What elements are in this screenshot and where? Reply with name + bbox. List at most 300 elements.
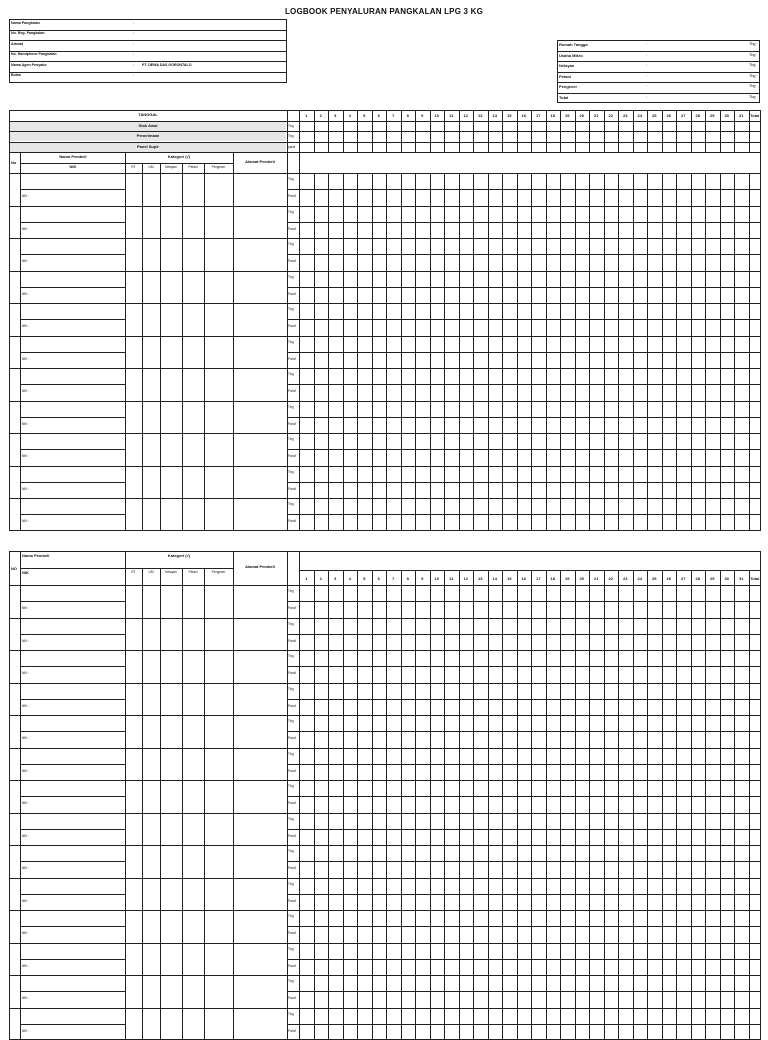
day-number: 9 xyxy=(421,576,424,581)
kategori-column-line xyxy=(160,163,161,531)
day-column-line xyxy=(647,570,648,1040)
info-label: Nama Agen Penyalur xyxy=(11,62,47,67)
info-row-line xyxy=(557,51,760,52)
day-column-line xyxy=(546,570,547,1040)
tbg-label: Tbg xyxy=(288,589,294,593)
day-number: 3 xyxy=(334,112,337,118)
day-number: 17 xyxy=(536,576,541,581)
day-number: 31 xyxy=(739,576,744,581)
nama-nik-row-line xyxy=(20,417,125,418)
day-number: 14 xyxy=(492,112,497,118)
day-number: 28 xyxy=(695,112,700,118)
tbg-paraf-row-line xyxy=(287,514,761,515)
nik-header: NIK xyxy=(69,164,77,169)
day-number: 28 xyxy=(695,576,700,581)
day-column-line xyxy=(531,570,532,1040)
day-number: 7 xyxy=(392,112,395,118)
nama-nik-row-line xyxy=(20,991,125,992)
day-number: 13 xyxy=(478,112,483,118)
buyer-row-line xyxy=(9,336,761,337)
nama-nik-row-line xyxy=(20,699,125,700)
category-unit: Tbg xyxy=(749,52,756,57)
buyer-row-line xyxy=(9,498,761,499)
category-label: Total xyxy=(559,94,569,100)
header-bottom-line xyxy=(9,173,761,174)
nik-label: NIK : xyxy=(22,454,30,458)
kategori-column-line xyxy=(182,163,183,531)
nik-label: NIK : xyxy=(22,421,30,426)
tbg-paraf-row-line xyxy=(287,731,761,732)
info-sep: : xyxy=(133,52,135,57)
day-number: 12 xyxy=(463,576,468,581)
day-number: 11 xyxy=(449,576,454,581)
day-number: 5 xyxy=(363,112,366,118)
nik-label: NIK : xyxy=(22,389,30,393)
kategori-column-line xyxy=(204,163,205,531)
nama-nik-row-line xyxy=(20,829,125,830)
day-number: 1 xyxy=(305,576,308,581)
tbg-label: Tbg xyxy=(288,469,294,474)
day-number: 29 xyxy=(710,576,715,581)
day-number: 27 xyxy=(681,112,686,118)
category-sep: : xyxy=(646,94,648,99)
nik-label: NIK : xyxy=(22,606,30,610)
day-number: 18 xyxy=(550,576,555,581)
alamat-start-line xyxy=(233,152,234,531)
buyer-row-line xyxy=(9,845,761,846)
paraf-label: Paraf xyxy=(288,486,296,491)
buyer-row-line xyxy=(9,715,761,716)
nik-label: NIK : xyxy=(22,931,30,935)
day-number: 6 xyxy=(377,576,380,581)
info-row-line xyxy=(9,40,287,41)
day-number: 8 xyxy=(406,112,409,118)
kategori-subheader: RT xyxy=(131,570,136,574)
day-column-line xyxy=(560,570,561,1040)
buyer-row-line xyxy=(9,748,761,749)
day-number: 15 xyxy=(507,112,512,118)
paraf-label: Paraf xyxy=(288,931,296,935)
day-header-line xyxy=(299,570,761,571)
day-number: 11 xyxy=(449,112,454,118)
kategori-subheader: Nelayan xyxy=(165,164,177,169)
nama-nik-row-line xyxy=(20,959,125,960)
nama-nik-row-line xyxy=(20,287,125,288)
day-column-line xyxy=(488,570,489,1040)
nama-nik-row-line xyxy=(20,666,125,667)
nik-label: NIK : xyxy=(22,519,30,523)
category-unit: Tbg xyxy=(749,63,756,67)
nama-nik-row-line xyxy=(20,319,125,320)
tbg-label: Tbg xyxy=(288,751,294,756)
kategori-column-line xyxy=(204,568,205,1040)
category-label: Nelayan xyxy=(559,63,575,68)
paraf-label: Paraf xyxy=(288,226,296,231)
nama-nik-row-line xyxy=(20,764,125,765)
nama-nik-row-line xyxy=(20,796,125,797)
paraf-label: Paraf xyxy=(288,1028,296,1033)
kategori-subheader: Pengecer xyxy=(211,570,226,574)
day-number: 8 xyxy=(406,576,409,581)
nama-nik-row-line xyxy=(20,449,125,450)
day-column-line xyxy=(372,570,373,1040)
day-number: 23 xyxy=(623,112,628,118)
nik-label: NIK : xyxy=(22,356,30,361)
day-number: 10 xyxy=(434,576,439,581)
tbg-label: Tbg xyxy=(288,372,294,376)
tbg-paraf-row-line xyxy=(287,894,761,895)
info-row-line xyxy=(9,30,287,31)
buyer-row-line xyxy=(9,466,761,467)
day-number: 21 xyxy=(594,576,599,581)
info-label: No. Handphone Pangkalan xyxy=(11,52,57,57)
day-number: 16 xyxy=(521,576,526,581)
day-column-line xyxy=(444,570,445,1040)
day-number: 22 xyxy=(608,576,613,581)
kategori-start-line xyxy=(125,551,126,1040)
buyer-row-line xyxy=(9,271,761,272)
day-column-line xyxy=(691,570,692,1040)
kategori-subheader: RT xyxy=(131,164,136,169)
tbg-paraf-row-line xyxy=(287,189,761,190)
day-number: 26 xyxy=(666,576,671,581)
nama-header: Nama Pembeli xyxy=(22,553,50,558)
alamat-start-line xyxy=(233,551,234,1040)
day-column-line xyxy=(720,570,721,1040)
day-number: 25 xyxy=(652,112,657,118)
category-sep: : xyxy=(646,84,648,88)
day-number: 21 xyxy=(594,112,599,118)
nik-label: NIK : xyxy=(22,736,30,740)
tbg-label: Tbg xyxy=(288,816,294,821)
nik-label: NIK : xyxy=(22,833,30,838)
tbg-label: Tbg xyxy=(288,242,294,246)
nik-label: NIK : xyxy=(22,194,30,198)
buyer-row-line xyxy=(9,813,761,814)
tbg-paraf-row-line xyxy=(287,254,761,255)
nama-nik-row-line xyxy=(20,352,125,353)
total-header: Total xyxy=(750,112,760,118)
tbg-label: Tbg xyxy=(288,502,294,506)
day-number: 2 xyxy=(319,112,322,118)
info-row-line xyxy=(557,82,760,83)
buyer-row-line xyxy=(9,618,761,619)
tbg-paraf-row-line xyxy=(287,926,761,927)
day-number: 13 xyxy=(478,576,483,581)
day-column-line xyxy=(734,570,735,1040)
tbg-label: Tbg xyxy=(288,1011,294,1016)
kategori-subheader: UM xyxy=(148,164,154,169)
day-number: 18 xyxy=(550,112,555,118)
day-number: 27 xyxy=(681,576,686,581)
nik-label: NIK : xyxy=(22,671,30,675)
info-row-line xyxy=(9,72,287,73)
buyer-row-line xyxy=(9,401,761,402)
summary-row-line xyxy=(9,131,761,132)
tbg-paraf-row-line xyxy=(287,666,761,667)
nik-header: NIK xyxy=(22,569,29,575)
kategori-column-line xyxy=(142,163,143,531)
day-number: 24 xyxy=(637,112,642,118)
buyer-row-line xyxy=(9,910,761,911)
day-number: 22 xyxy=(608,112,613,118)
day-number: 7 xyxy=(392,576,395,581)
paraf-label: Paraf xyxy=(288,389,296,393)
buyer-row-line xyxy=(9,238,761,239)
tbg-paraf-row-line xyxy=(287,634,761,635)
day-number: 20 xyxy=(579,576,584,581)
nik-label: NIK : xyxy=(22,226,30,231)
buyer-row-line xyxy=(9,780,761,781)
category-label: Pengecer xyxy=(559,84,578,89)
nama-nik-row-line xyxy=(20,384,125,385)
day-column-line xyxy=(357,570,358,1040)
buyer-row-line xyxy=(9,1008,761,1009)
paraf-label: Paraf xyxy=(288,638,296,643)
kategori-subheader: UM xyxy=(148,570,154,574)
tbg-paraf-row-line xyxy=(287,764,761,765)
day-number: 9 xyxy=(421,112,424,118)
day-column-line xyxy=(502,570,503,1040)
day-number: 30 xyxy=(724,112,729,118)
kategori-header: Kategori (√) xyxy=(167,154,191,159)
kategori-subheader: Pengecer xyxy=(211,164,226,169)
category-unit: Tbg xyxy=(749,42,756,46)
info-value: PT. DEWA DAS GORONTALO xyxy=(142,62,192,67)
tbg-label: Tbg xyxy=(288,339,294,344)
day-column-line xyxy=(459,570,460,1040)
nama-nik-row-line xyxy=(20,482,125,483)
paraf-label: Paraf xyxy=(288,291,296,296)
no-header: No xyxy=(11,160,17,165)
info-label: No. Reg. Pangkalan xyxy=(11,31,45,36)
day-column-line xyxy=(633,570,634,1040)
tbg-paraf-row-line xyxy=(287,287,761,288)
category-unit: Tbg xyxy=(749,84,756,88)
nik-label: NIK : xyxy=(22,801,30,805)
category-sep: : xyxy=(646,73,648,78)
tbg-paraf-row-line xyxy=(287,384,761,385)
nik-label: NIK : xyxy=(22,324,30,328)
day-column-line xyxy=(589,570,590,1040)
tbg-paraf-row-line xyxy=(287,861,761,862)
info-sep: : xyxy=(133,41,135,46)
tbg-paraf-row-line xyxy=(287,222,761,223)
paraf-label: Paraf xyxy=(288,421,296,426)
info-sep: : xyxy=(133,62,135,67)
paraf-label: Paraf xyxy=(288,606,296,610)
tbg-label: Tbg xyxy=(288,177,294,181)
summary-unit: Tbg xyxy=(288,134,294,138)
paraf-label: Paraf xyxy=(288,194,296,198)
kategori-subheader: Nelayan xyxy=(165,570,177,574)
summary-label: Panel Supir xyxy=(136,143,159,149)
kategori-header: Kategori (√) xyxy=(167,553,191,558)
info-sep: : xyxy=(133,73,135,77)
info-label: Bulan xyxy=(11,73,21,77)
tbg-label: Tbg xyxy=(288,914,294,918)
nama-nik-row-line xyxy=(20,731,125,732)
tbg-label: Tbg xyxy=(288,719,294,723)
nik-label: NIK : xyxy=(22,259,30,263)
info-row-line xyxy=(557,61,760,62)
paraf-label: Paraf xyxy=(288,671,296,675)
day-number: 6 xyxy=(377,112,380,118)
tbg-label: Tbg xyxy=(288,654,294,658)
summary-unit: Tbg xyxy=(288,123,294,128)
nik-label: NIK : xyxy=(22,638,30,643)
kategori-column-line xyxy=(182,568,183,1040)
nama-nik-row-line xyxy=(20,926,125,927)
paraf-label: Paraf xyxy=(288,801,296,805)
day-number: 4 xyxy=(348,576,351,581)
nik-label: NIK : xyxy=(22,996,30,1000)
nik-label: NIK : xyxy=(22,1028,30,1033)
day-number: 1 xyxy=(305,112,308,118)
tbg-label: Tbg xyxy=(288,437,294,441)
nama-nik-row-line xyxy=(20,514,125,515)
day-number: 14 xyxy=(492,576,497,581)
tbg-paraf-row-line xyxy=(287,449,761,450)
tbg-paraf-row-line xyxy=(287,601,761,602)
tbg-label: Tbg xyxy=(288,274,294,279)
day-column-line xyxy=(575,570,576,1040)
tbg-label: Tbg xyxy=(288,849,294,853)
nama-nik-row-line xyxy=(20,222,125,223)
day-number: 17 xyxy=(536,112,541,118)
tbg-label: Tbg xyxy=(288,946,294,951)
nik-label: NIK : xyxy=(22,486,30,491)
day-number: 19 xyxy=(565,112,570,118)
day-number: 12 xyxy=(463,112,468,118)
paraf-label: Paraf xyxy=(288,703,296,708)
day-number: 20 xyxy=(579,112,584,118)
day-column-line xyxy=(401,570,402,1040)
category-label: Petani xyxy=(559,73,572,79)
nama-nik-row-line xyxy=(20,861,125,862)
paraf-label: Paraf xyxy=(288,356,296,361)
paraf-label: Paraf xyxy=(288,519,296,523)
buyer-row-line xyxy=(9,650,761,651)
day-column-line xyxy=(430,570,431,1040)
summary-label: Stok Awal xyxy=(138,122,158,128)
day-column-line xyxy=(386,570,387,1040)
day-column-line xyxy=(662,570,663,1040)
total-header: Total xyxy=(750,576,760,581)
category-label: Usaha Mikro xyxy=(559,52,583,58)
nama-header: Nama Pembeli xyxy=(59,154,87,159)
page-title: LOGBOOK PENYALURAN PANGKALAN LPG 3 KG xyxy=(284,7,484,16)
day-number: 3 xyxy=(334,576,337,581)
day-number: 4 xyxy=(348,112,351,118)
category-sep: : xyxy=(646,42,648,46)
no-column-line xyxy=(20,152,21,531)
category-sep: : xyxy=(646,63,648,67)
tbg-label: Tbg xyxy=(288,404,294,409)
kategori-start-line xyxy=(125,152,126,531)
nama-nik-row-line xyxy=(20,601,125,602)
paraf-label: Paraf xyxy=(288,736,296,740)
day-column-line xyxy=(314,570,315,1040)
summary-row-line xyxy=(9,142,761,143)
alamat-header: Alamat Pembeli xyxy=(245,158,275,164)
day-number: 16 xyxy=(521,112,526,118)
info-row-line xyxy=(557,93,760,94)
days-start-line xyxy=(299,152,300,531)
nik-label: NIK : xyxy=(22,291,30,296)
day-column-line xyxy=(415,570,416,1040)
day-column-line xyxy=(618,570,619,1040)
tbg-paraf-row-line xyxy=(287,796,761,797)
day-column-line xyxy=(343,570,344,1040)
info-row-line xyxy=(557,72,760,73)
tbg-paraf-row-line xyxy=(287,319,761,320)
paraf-label: Paraf xyxy=(288,833,296,838)
nik-label: NIK : xyxy=(22,898,30,903)
buyer-row-line xyxy=(9,975,761,976)
kategori-column-line xyxy=(160,568,161,1040)
tbg-paraf-row-line xyxy=(287,352,761,353)
category-unit: Tbg xyxy=(749,73,756,78)
day-number: 25 xyxy=(652,576,657,581)
paraf-label: Paraf xyxy=(288,963,296,968)
day-column-line xyxy=(517,570,518,1040)
category-unit: Tbg xyxy=(749,94,756,99)
buyer-row-line xyxy=(9,303,761,304)
day-number: 29 xyxy=(710,112,715,118)
nik-label: NIK : xyxy=(22,963,30,968)
nama-nik-row-line xyxy=(20,254,125,255)
summary-unit: paraf xyxy=(288,144,296,149)
day-number: 23 xyxy=(623,576,628,581)
nama-nik-row-line xyxy=(20,634,125,635)
tbg-paraf-row-line xyxy=(287,482,761,483)
tbg-label: Tbg xyxy=(288,209,294,214)
category-label: Rumah Tangga xyxy=(559,42,588,47)
tbg-label: Tbg xyxy=(288,784,294,788)
info-sep: : xyxy=(133,31,135,36)
day-number: 24 xyxy=(637,576,642,581)
category-sep: : xyxy=(646,52,648,57)
kategori-subheader: Petani xyxy=(188,570,198,574)
kategori-column-line xyxy=(142,568,143,1040)
paraf-label: Paraf xyxy=(288,454,296,458)
nik-label: NIK : xyxy=(22,866,30,870)
day-column-line xyxy=(328,570,329,1040)
tbg-paraf-row-line xyxy=(287,699,761,700)
paraf-label: Paraf xyxy=(288,996,296,1000)
alamat-header: Alamat Pembeli xyxy=(245,564,275,569)
header-bottom-line xyxy=(9,585,761,586)
paraf-label: Paraf xyxy=(288,866,296,870)
tbg-paraf-row-line xyxy=(287,959,761,960)
info-label: Nama Pangkalan xyxy=(11,21,40,25)
paraf-label: Paraf xyxy=(288,898,296,903)
day-column-line xyxy=(604,570,605,1040)
day-column-line xyxy=(676,570,677,1040)
tbg-paraf-row-line xyxy=(287,829,761,830)
tbg-paraf-row-line xyxy=(287,417,761,418)
buyer-row-line xyxy=(9,878,761,879)
buyer-row-line xyxy=(9,433,761,434)
nik-label: NIK : xyxy=(22,703,30,708)
summary-label: Penerimaan xyxy=(136,133,160,138)
buyer-table xyxy=(9,152,761,531)
day-number: 31 xyxy=(739,112,744,118)
paraf-label: Paraf xyxy=(288,324,296,328)
paraf-label: Paraf xyxy=(288,259,296,263)
day-number: 30 xyxy=(724,576,729,581)
